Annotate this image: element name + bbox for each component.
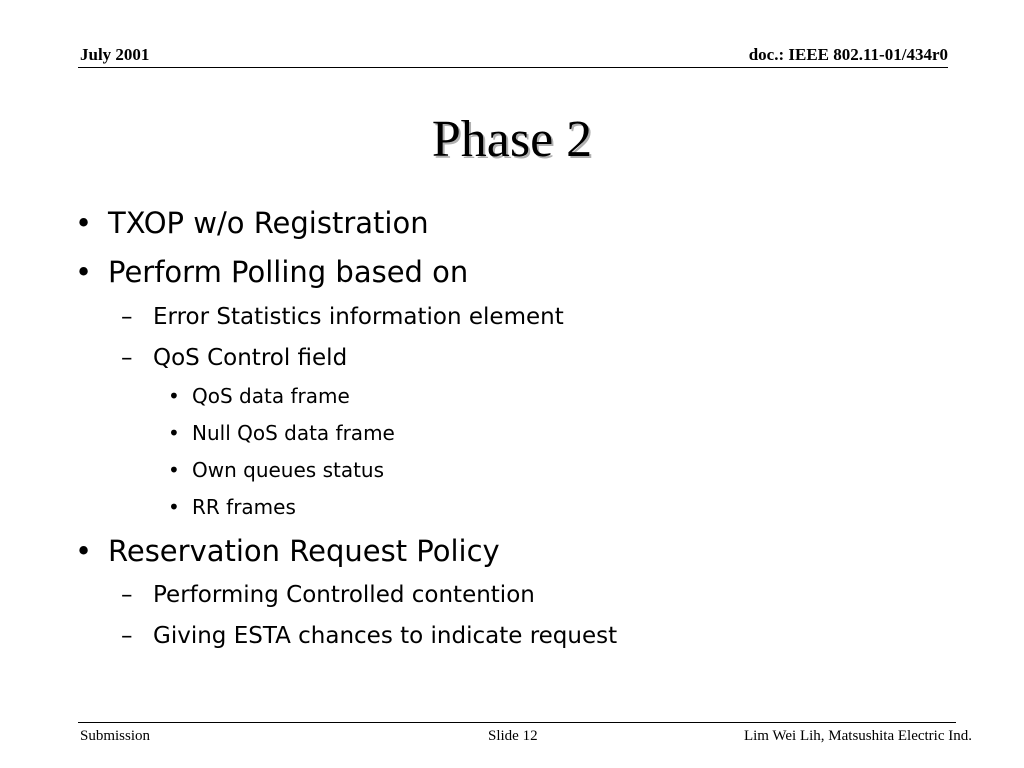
sub-sub-bullet-text: Null QoS data frame <box>192 421 395 445</box>
slide-title: Phase 2 <box>431 111 593 168</box>
dash-mark: – <box>121 304 133 330</box>
sub-sub-bullet-item <box>168 494 296 520</box>
bullet-mark: • <box>75 255 93 289</box>
bullet-text: Reservation Request Policy <box>108 534 500 568</box>
header-divider <box>78 67 948 68</box>
sub-sub-bullet-item <box>168 457 385 483</box>
sub-bullet-text: Giving ESTA chances to indicate request <box>153 623 618 649</box>
bullet-mark: • <box>168 458 180 482</box>
sub-sub-bullet-text: Own queues status <box>192 458 385 482</box>
sub-sub-bullet-item <box>168 383 350 409</box>
sub-bullet-item <box>121 580 535 610</box>
bullet-item <box>75 254 469 290</box>
bullet-mark: • <box>75 534 93 568</box>
sub-sub-bullet-text: RR frames <box>192 495 296 519</box>
bullet-item <box>75 205 429 241</box>
sub-bullet-text: QoS Control field <box>153 345 348 371</box>
sub-bullet-text: Performing Controlled contention <box>153 582 535 608</box>
footer-slide-number: Slide 12 <box>488 728 538 744</box>
bullet-mark: • <box>168 384 180 408</box>
sub-bullet-text: Error Statistics information element <box>153 304 564 330</box>
sub-sub-bullet-text: QoS data frame <box>192 384 350 408</box>
bullet-mark: • <box>168 495 180 519</box>
header-date: July 2001 <box>80 45 150 64</box>
sub-sub-bullet-item <box>168 420 395 446</box>
dash-mark: – <box>121 582 133 608</box>
footer-submission: Submission <box>80 728 151 744</box>
bullet-text: Perform Polling based on <box>108 255 469 289</box>
dash-mark: – <box>121 623 133 649</box>
header-doc-id: doc.: IEEE 802.11-01/434r0 <box>748 45 948 64</box>
bullet-mark: • <box>168 421 180 445</box>
bullet-text: TXOP w/o Registration <box>108 206 429 240</box>
bullet-item <box>75 533 500 569</box>
sub-bullet-item <box>121 302 564 332</box>
sub-bullet-item <box>121 621 618 651</box>
footer-author: Lim Wei Lih, Matsushita Electric Ind. <box>743 728 972 744</box>
footer-divider <box>78 722 956 723</box>
sub-bullet-item <box>121 343 348 373</box>
bullet-mark: • <box>75 206 93 240</box>
dash-mark: – <box>121 345 133 371</box>
